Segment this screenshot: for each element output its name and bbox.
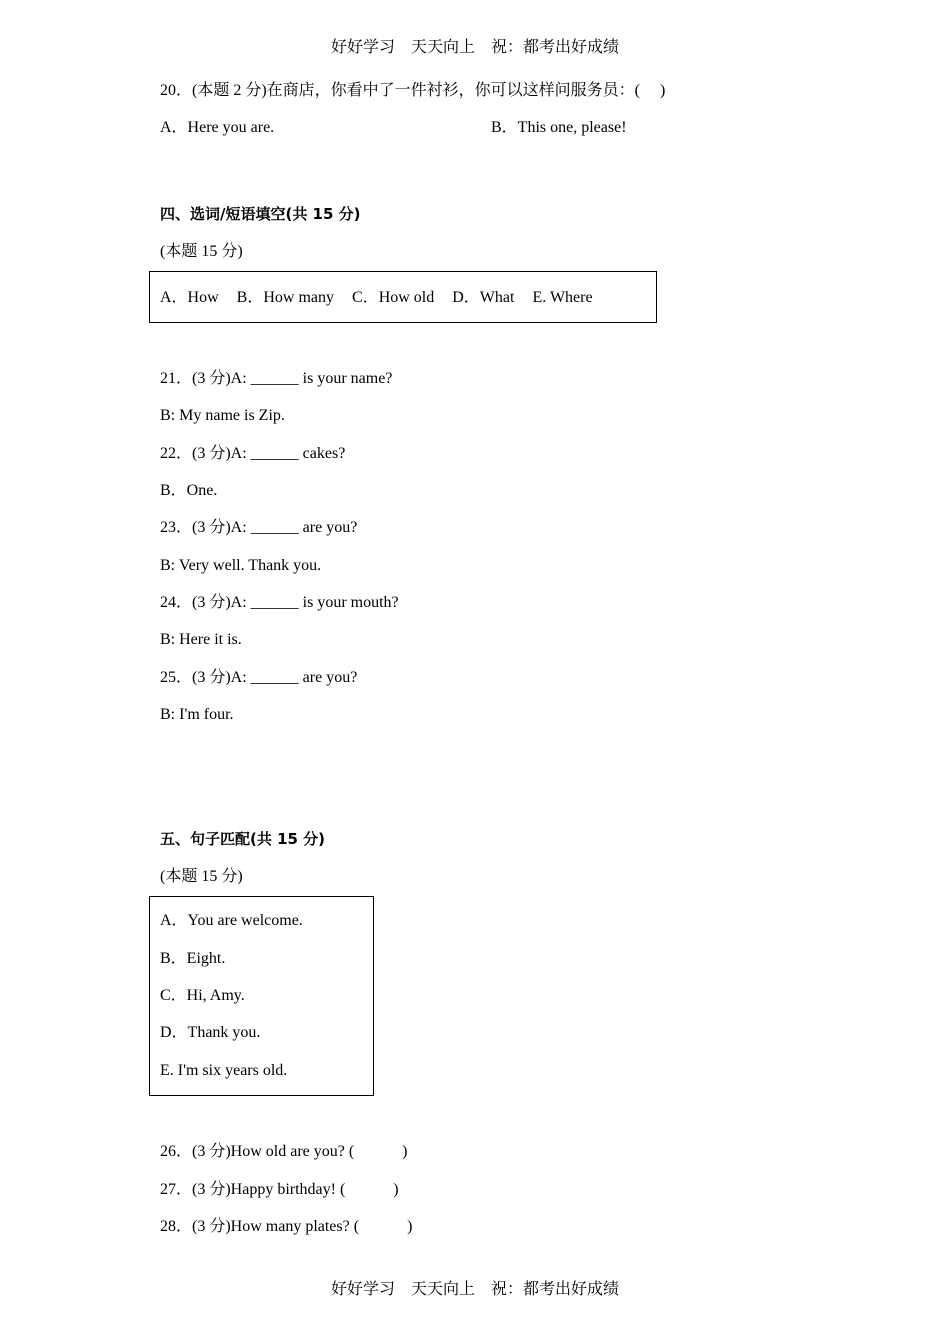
- section-4-options: [160, 288, 607, 308]
- question-20-option-b: B．This one, please!: [491, 119, 627, 136]
- question-20: 20．(本题 2 分)在商店，你看中了一件衬衫，你可以这样问服务员：( ): [160, 82, 666, 99]
- word-option-e: E. Where: [532, 289, 593, 306]
- question-25-reply: B: I'm four.: [160, 706, 234, 723]
- question-24-reply: B: Here it is.: [160, 631, 242, 648]
- word-option-b: B．How many: [236, 289, 335, 306]
- section-4-score-note: (本题 15 分): [160, 243, 243, 260]
- page-footer: 好好学习 天天向上 祝：都考出好成绩: [330, 1281, 619, 1298]
- page-header: 好好学习 天天向上 祝：都考出好成绩: [330, 39, 619, 56]
- question-28: 28．(3 分)How many plates? ( ): [160, 1218, 413, 1235]
- question-20-option-a: A．Here you are.: [160, 119, 275, 136]
- question-22: 22．(3 分)A: ______ cakes?: [160, 445, 346, 462]
- word-option-a: A．How: [160, 289, 219, 306]
- question-26: 26．(3 分)How old are you? ( ): [160, 1143, 408, 1160]
- question-27: 27．(3 分)Happy birthday! ( ): [160, 1181, 399, 1198]
- question-23: 23．(3 分)A: ______ are you?: [160, 519, 358, 536]
- sentence-option-d: D．Thank you.: [160, 1024, 261, 1041]
- sentence-option-b: B．Eight.: [160, 950, 226, 967]
- word-option-c: C．How old: [352, 289, 435, 306]
- question-23-reply: B: Very well. Thank you.: [160, 557, 322, 574]
- question-21: 21．(3 分)A: ______ is your name?: [160, 370, 393, 387]
- sentence-option-a: A．You are welcome.: [160, 912, 303, 929]
- sentence-option-c: C．Hi, Amy.: [160, 987, 245, 1004]
- question-21-reply: B: My name is Zip.: [160, 407, 285, 424]
- section-4-title: 四、选词/短语填空(共 15 分): [160, 205, 361, 223]
- question-25: 25．(3 分)A: ______ are you?: [160, 669, 358, 686]
- sentence-option-e: E. I'm six years old.: [160, 1062, 288, 1079]
- section-5-title: 五、句子匹配(共 15 分): [160, 830, 326, 848]
- section-5-score-note: (本题 15 分): [160, 868, 243, 885]
- word-option-d: D．What: [452, 289, 515, 306]
- question-24: 24．(3 分)A: ______ is your mouth?: [160, 594, 399, 611]
- question-22-reply: B．One.: [160, 482, 218, 499]
